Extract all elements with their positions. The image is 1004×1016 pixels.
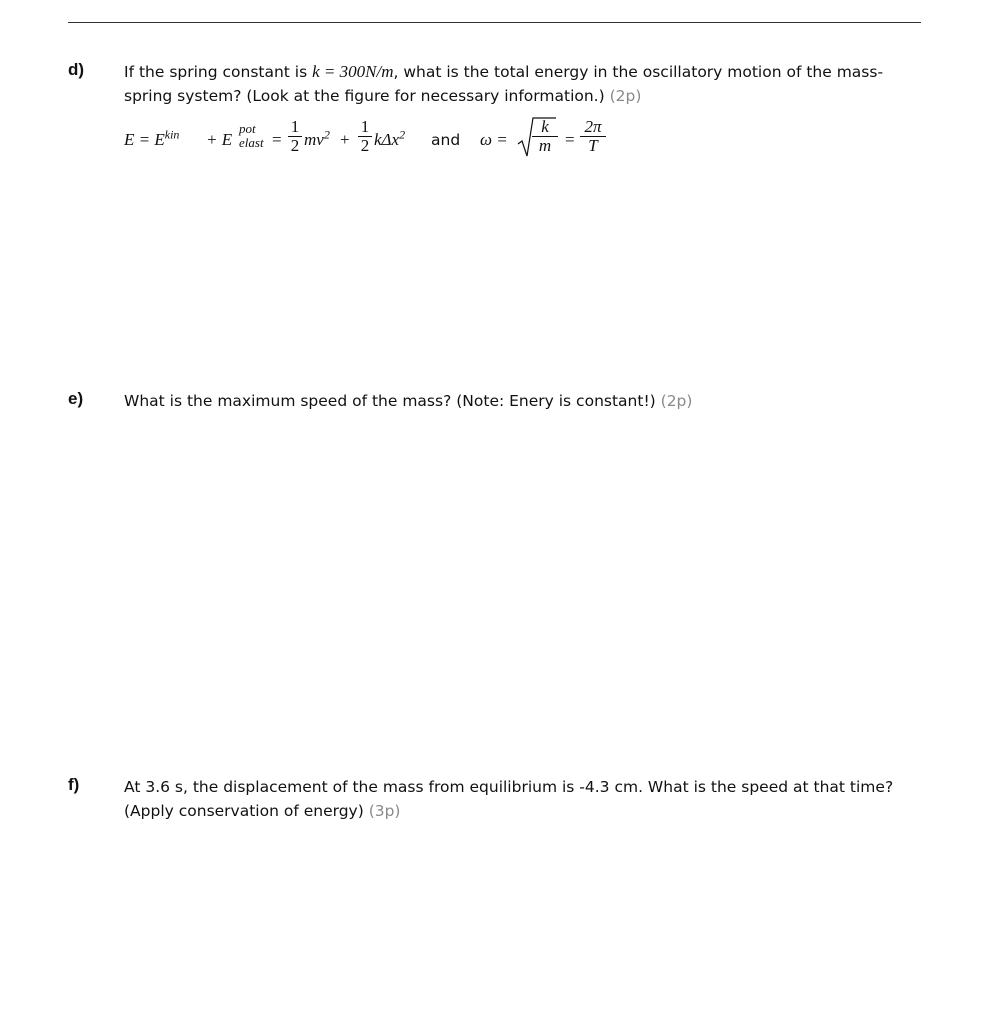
- formula-square-1: 2: [323, 127, 330, 142]
- question-label: f): [68, 775, 80, 794]
- question-text: [124, 775, 914, 823]
- question-text: [124, 389, 914, 413]
- points-badge: (3p): [368, 802, 401, 820]
- fraction-half-1: 1 2: [288, 118, 302, 155]
- question-label: d): [68, 60, 85, 79]
- formula-plus-E: + E: [206, 130, 233, 149]
- formula-square-2: 2: [399, 127, 406, 142]
- question-label: e): [68, 389, 84, 408]
- fraction-k-over-m: k m: [532, 118, 558, 155]
- fraction-half-2: 1 2: [358, 118, 372, 155]
- formula-omega: ω =: [480, 130, 508, 149]
- formula-mv: mv: [304, 130, 324, 149]
- spring-constant-expression: k = 300N/m: [312, 62, 394, 81]
- question-body: What is the maximum speed of the mass? (Note: Enery is constant!): [124, 392, 661, 410]
- question-text: [124, 60, 914, 108]
- formula-equals: =: [272, 130, 282, 149]
- question-text-after: , what is the total energy in the oscillatory motion of the mass-spring system? (Look at the figure for necessary information.): [124, 63, 884, 105]
- energy-formula: [124, 116, 914, 164]
- formula-plus: +: [340, 130, 350, 149]
- question-text-before: If the spring constant is: [124, 63, 313, 81]
- question-body: At 3.6 s, the displacement of the mass from equilibrium is -4.3 cm. What is the speed at that time? (Apply conservation of energy): [124, 778, 894, 820]
- formula-E: E = E: [124, 130, 165, 149]
- formula-elast: elast: [239, 135, 264, 150]
- points-badge: (2p): [609, 87, 642, 105]
- points-badge: (2p): [660, 392, 693, 410]
- fraction-2pi-over-T: 2π T: [580, 118, 606, 155]
- formula-kin: kin: [164, 127, 180, 142]
- formula-and: and: [431, 131, 461, 149]
- top-rule: [68, 22, 921, 23]
- formula-equals-2: =: [565, 130, 575, 149]
- formula-pot: pot: [239, 121, 256, 136]
- formula-k-delta-x: kΔx: [374, 130, 400, 149]
